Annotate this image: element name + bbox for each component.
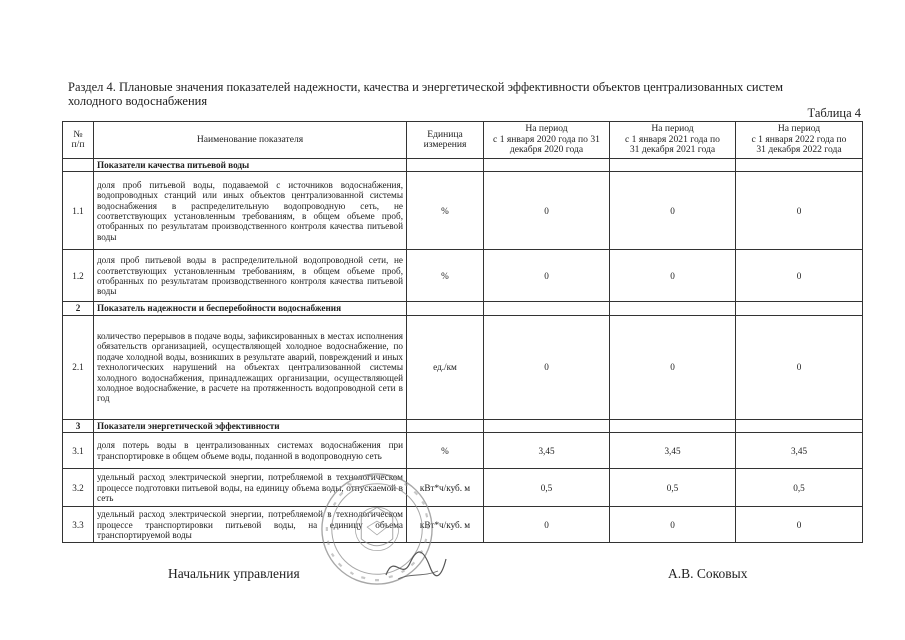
row-name: доля потерь воды в централизованных системах водоснабжения при транспортировке в общем объеме воды, поданной в водопроводную сеть: [94, 433, 407, 469]
row-value-2022: 0: [736, 315, 863, 419]
row-value-2021: 0: [610, 315, 736, 419]
table-header-row: [63, 122, 863, 159]
row-num: 3.1: [63, 433, 94, 469]
indicators-table: [62, 121, 863, 543]
table-row: [63, 469, 863, 507]
row-value-2020: 0: [484, 315, 610, 419]
section-title: Показатели качества питьевой воды: [94, 159, 407, 172]
section-num: [63, 159, 94, 172]
row-value-2022: 0: [736, 507, 863, 543]
table-row: [63, 433, 863, 469]
row-num: 1.2: [63, 250, 94, 302]
row-name: доля проб питьевой воды, подаваемой с источников водоснабжения, водопроводных станций или иных объектов централизованной системы водоснабжения в распределительную водопроводную сеть, не соответствующих установленным требованиям, в общем объеме проб, отобранных по результатам производственного контроля качества питьевой воды: [94, 172, 407, 250]
row-value-2020: 0: [484, 507, 610, 543]
row-unit: кВт*ч/куб. м: [407, 507, 484, 543]
section-heading: [68, 80, 848, 108]
row-num: 1.1: [63, 172, 94, 250]
table-row: [63, 250, 863, 302]
row-value-2022: 3,45: [736, 433, 863, 469]
signatory-position: Начальник управления: [168, 566, 300, 581]
table-row: [63, 172, 863, 250]
row-value-2020: 0: [484, 250, 610, 302]
row-value-2021: 3,45: [610, 433, 736, 469]
row-unit: %: [407, 172, 484, 250]
table-caption: Таблица 4: [807, 106, 861, 120]
row-value-2021: 0,5: [610, 469, 736, 507]
section-heading-line1: Раздел 4. Плановые значения показателей надежности, качества и энергетической эффективности объектов централизованных систем: [68, 80, 784, 94]
row-value-2021: 0: [610, 250, 736, 302]
row-num: 3.2: [63, 469, 94, 507]
row-unit: ед./км: [407, 315, 484, 419]
row-name: количество перерывов в подаче воды, зафиксированных в местах исполнения обязательств организацией, осуществляющей холодное водоснабжение, по подаче холодной воды, возникших в результате аварий, повреждений и иных технологических нарушений на объектах централизованной системы холодного водоснабжения, принадлежащих организации, осуществляющей холодное водоснабжение, в расчете на протяженность водопроводной сети в год: [94, 315, 407, 419]
section-num: 3: [63, 419, 94, 432]
signatory-name: А.В. Соковых: [668, 566, 748, 581]
table-row: [63, 507, 863, 543]
header-num: № п/п: [63, 122, 94, 159]
row-unit: %: [407, 433, 484, 469]
table-row: [63, 315, 863, 419]
section-title: Показатели энергетической эффективности: [94, 419, 407, 432]
section-row-reliability: [63, 302, 863, 315]
section-row-energy: [63, 419, 863, 432]
header-period-2021: На период с 1 января 2021 года по 31 декабря 2021 года: [610, 122, 736, 159]
header-period-2020: На период с 1 января 2020 года по 31 декабря 2020 года: [484, 122, 610, 159]
row-value-2020: 0: [484, 172, 610, 250]
section-title: Показатель надежности и бесперебойности водоснабжения: [94, 302, 407, 315]
row-value-2020: 3,45: [484, 433, 610, 469]
row-unit: %: [407, 250, 484, 302]
header-period-2022: На период с 1 января 2022 года по 31 декабря 2022 года: [736, 122, 863, 159]
section-row-quality: [63, 159, 863, 172]
row-unit: кВт*ч/куб. м: [407, 469, 484, 507]
row-num: 2.1: [63, 315, 94, 419]
row-value-2020: 0,5: [484, 469, 610, 507]
signature: [380, 545, 450, 585]
row-value-2022: 0: [736, 172, 863, 250]
section-num: 2: [63, 302, 94, 315]
section-heading-line2: холодного водоснабжения: [68, 94, 208, 108]
row-value-2021: 0: [610, 507, 736, 543]
header-unit: Единица измерения: [407, 122, 484, 159]
header-name: Наименование показателя: [94, 122, 407, 159]
row-name: удельный расход электрической энергии, потребляемой в технологическом процессе подготовки питьевой воды, на единицу объема воды, отпускаемой в сеть: [94, 469, 407, 507]
row-name: удельный расход электрической энергии, потребляемой в технологическом процессе транспортировки питьевой воды, на единицу объема транспортируемой воды: [94, 507, 407, 543]
row-value-2022: 0: [736, 250, 863, 302]
row-name: доля проб питьевой воды в распределительной водопроводной сети, не соответствующих установленным требованиям, в общем объеме проб, отобранных по результатам производственного контроля качества питьевой воды: [94, 250, 407, 302]
row-num: 3.3: [63, 507, 94, 543]
row-value-2021: 0: [610, 172, 736, 250]
row-value-2022: 0,5: [736, 469, 863, 507]
